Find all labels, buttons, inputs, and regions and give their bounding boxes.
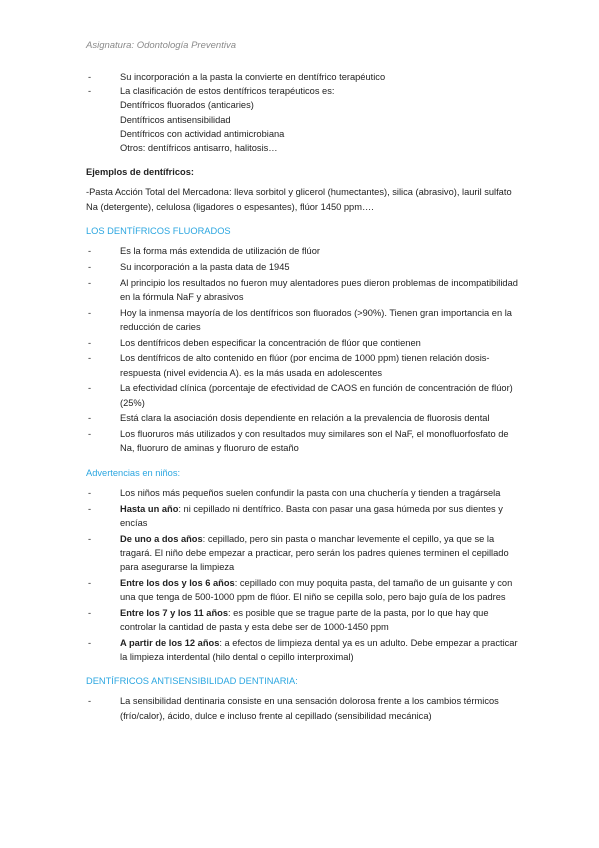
list-item bbox=[86, 502, 518, 530]
list-item: - Al principio los resultados no fueron muy alentadores pues dieron problemas de incompatibilidad en la fórmula NaF y abrasivos bbox=[86, 276, 518, 304]
list-item: Dentífricos fluorados (anticaries) bbox=[120, 100, 254, 111]
list-item: - La sensibilidad dentinaria consiste en una sensación dolorosa frente a los cambios térmicos (frío/calor), ácido, dulce e incluso frente al cepillado (sensibilidad mecánica) bbox=[86, 694, 518, 722]
list-item: - Es la forma más extendida de utilización de flúor bbox=[86, 244, 518, 258]
list-item: - Su incorporación a la pasta la convierte en dentífrico terapéutico bbox=[86, 70, 518, 84]
list-item: Otros: dentífricos antisarro, halitosis… bbox=[120, 143, 278, 154]
list-item: - Los dentífricos de alto contenido en flúor (por encima de 1000 ppm) tienen relación dosis-respuesta (nivel evidencia A). es la más usada en adolescentes bbox=[86, 351, 518, 379]
list-item: - Los dentífricos deben especificar la concentración de flúor que contienen bbox=[86, 336, 518, 350]
item-bold-label: Hasta un año bbox=[120, 503, 179, 514]
page-header: Asignatura: Odontología Preventiva bbox=[86, 40, 236, 51]
intro-list bbox=[86, 70, 518, 98]
list-item bbox=[86, 636, 518, 664]
list-item: Dentífricos con actividad antimicrobiana bbox=[120, 128, 285, 139]
item-text: : a efectos de limpieza dental ya es un adulto. Debe empezar a practicar la limpieza interdental (hilo dental o cepillo interproximal) bbox=[120, 637, 518, 663]
list-item: Dentífricos antisensibilidad bbox=[120, 114, 231, 125]
ninos-list bbox=[86, 486, 518, 664]
list-item bbox=[86, 606, 518, 634]
document-body bbox=[86, 70, 518, 723]
item-bold-label: Entre los dos y los 6 años bbox=[120, 577, 235, 588]
classification-list bbox=[86, 98, 518, 155]
list-item: - Su incorporación a la pasta data de 1945 bbox=[86, 260, 518, 274]
antisensibilidad-list bbox=[86, 694, 518, 722]
list-item bbox=[86, 576, 518, 604]
list-item: - Los fluoruros más utilizados y con resultados muy similares son el NaF, el monofluorfosfato de Na, fluoruro de aminas y fluoruro de estaño bbox=[86, 427, 518, 455]
item-bold-label: Entre los 7 y los 11 años bbox=[120, 607, 228, 618]
examples-paragraph: -Pasta Acción Total del Mercadona: lleva sorbitol y glicerol (humectantes), silica (abrasivo), lauril sulfato Na (detergente), celulosa (ligadores o espesantes), flúor 1450 ppm…. bbox=[86, 187, 512, 212]
section-title-fluorados: LOS DENTÍFRICOS FLUORADOS bbox=[86, 225, 231, 236]
item-text: : es posible que se trague parte de la pasta, por lo que hay que controlar la cantidad de pasta y esta debe ser de 1000-1450 ppm bbox=[120, 607, 489, 633]
item-bold-label: De uno a dos años bbox=[120, 533, 203, 544]
list-item: - Hoy la inmensa mayoría de los dentífricos son fluorados (>90%). Tienen gran importancia en la reducción de caries bbox=[86, 306, 518, 334]
item-text: : ni cepillado ni dentífrico. Basta con pasar una gasa húmeda por sus dientes y encías bbox=[120, 503, 503, 528]
item-text: : cepillado, pero sin pasta o manchar levemente el cepillo, ya que se la tragará. El niño debe empezar a practicar, pero serán los padres quienes terminen el cepillado para asegurarse la limpieza bbox=[120, 533, 509, 573]
list-item bbox=[86, 532, 518, 575]
list-item: - La clasificación de estos dentífricos terapéuticos es: bbox=[86, 84, 518, 98]
fluorados-list bbox=[86, 244, 518, 456]
examples-heading: Ejemplos de dentífricos: bbox=[86, 167, 194, 178]
section-title-ninos: Advertencias en niños: bbox=[86, 467, 181, 478]
section-title-antisensibilidad: DENTÍFRICOS ANTISENSIBILIDAD DENTINARIA: bbox=[86, 676, 298, 687]
item-text: : cepillado con muy poquita pasta, del tamaño de un guisante y con una que tenga de 500-1000 ppm de flúor. El niño se cepilla solo, pero bajo guía de los padres bbox=[120, 577, 513, 603]
list-item: - La efectividad clínica (porcentaje de efectividad de CAOS en función de concentración de flúor) (25%) bbox=[86, 381, 518, 409]
item-text: Los niños más pequeños suelen confundir la pasta con una chuchería y tienden a tragársela bbox=[120, 487, 501, 498]
list-item bbox=[86, 486, 518, 500]
item-bold-label: A partir de los 12 años bbox=[120, 637, 220, 648]
list-item: - Está clara la asociación dosis dependiente en relación a la prevalencia de fluorosis dental bbox=[86, 411, 518, 425]
